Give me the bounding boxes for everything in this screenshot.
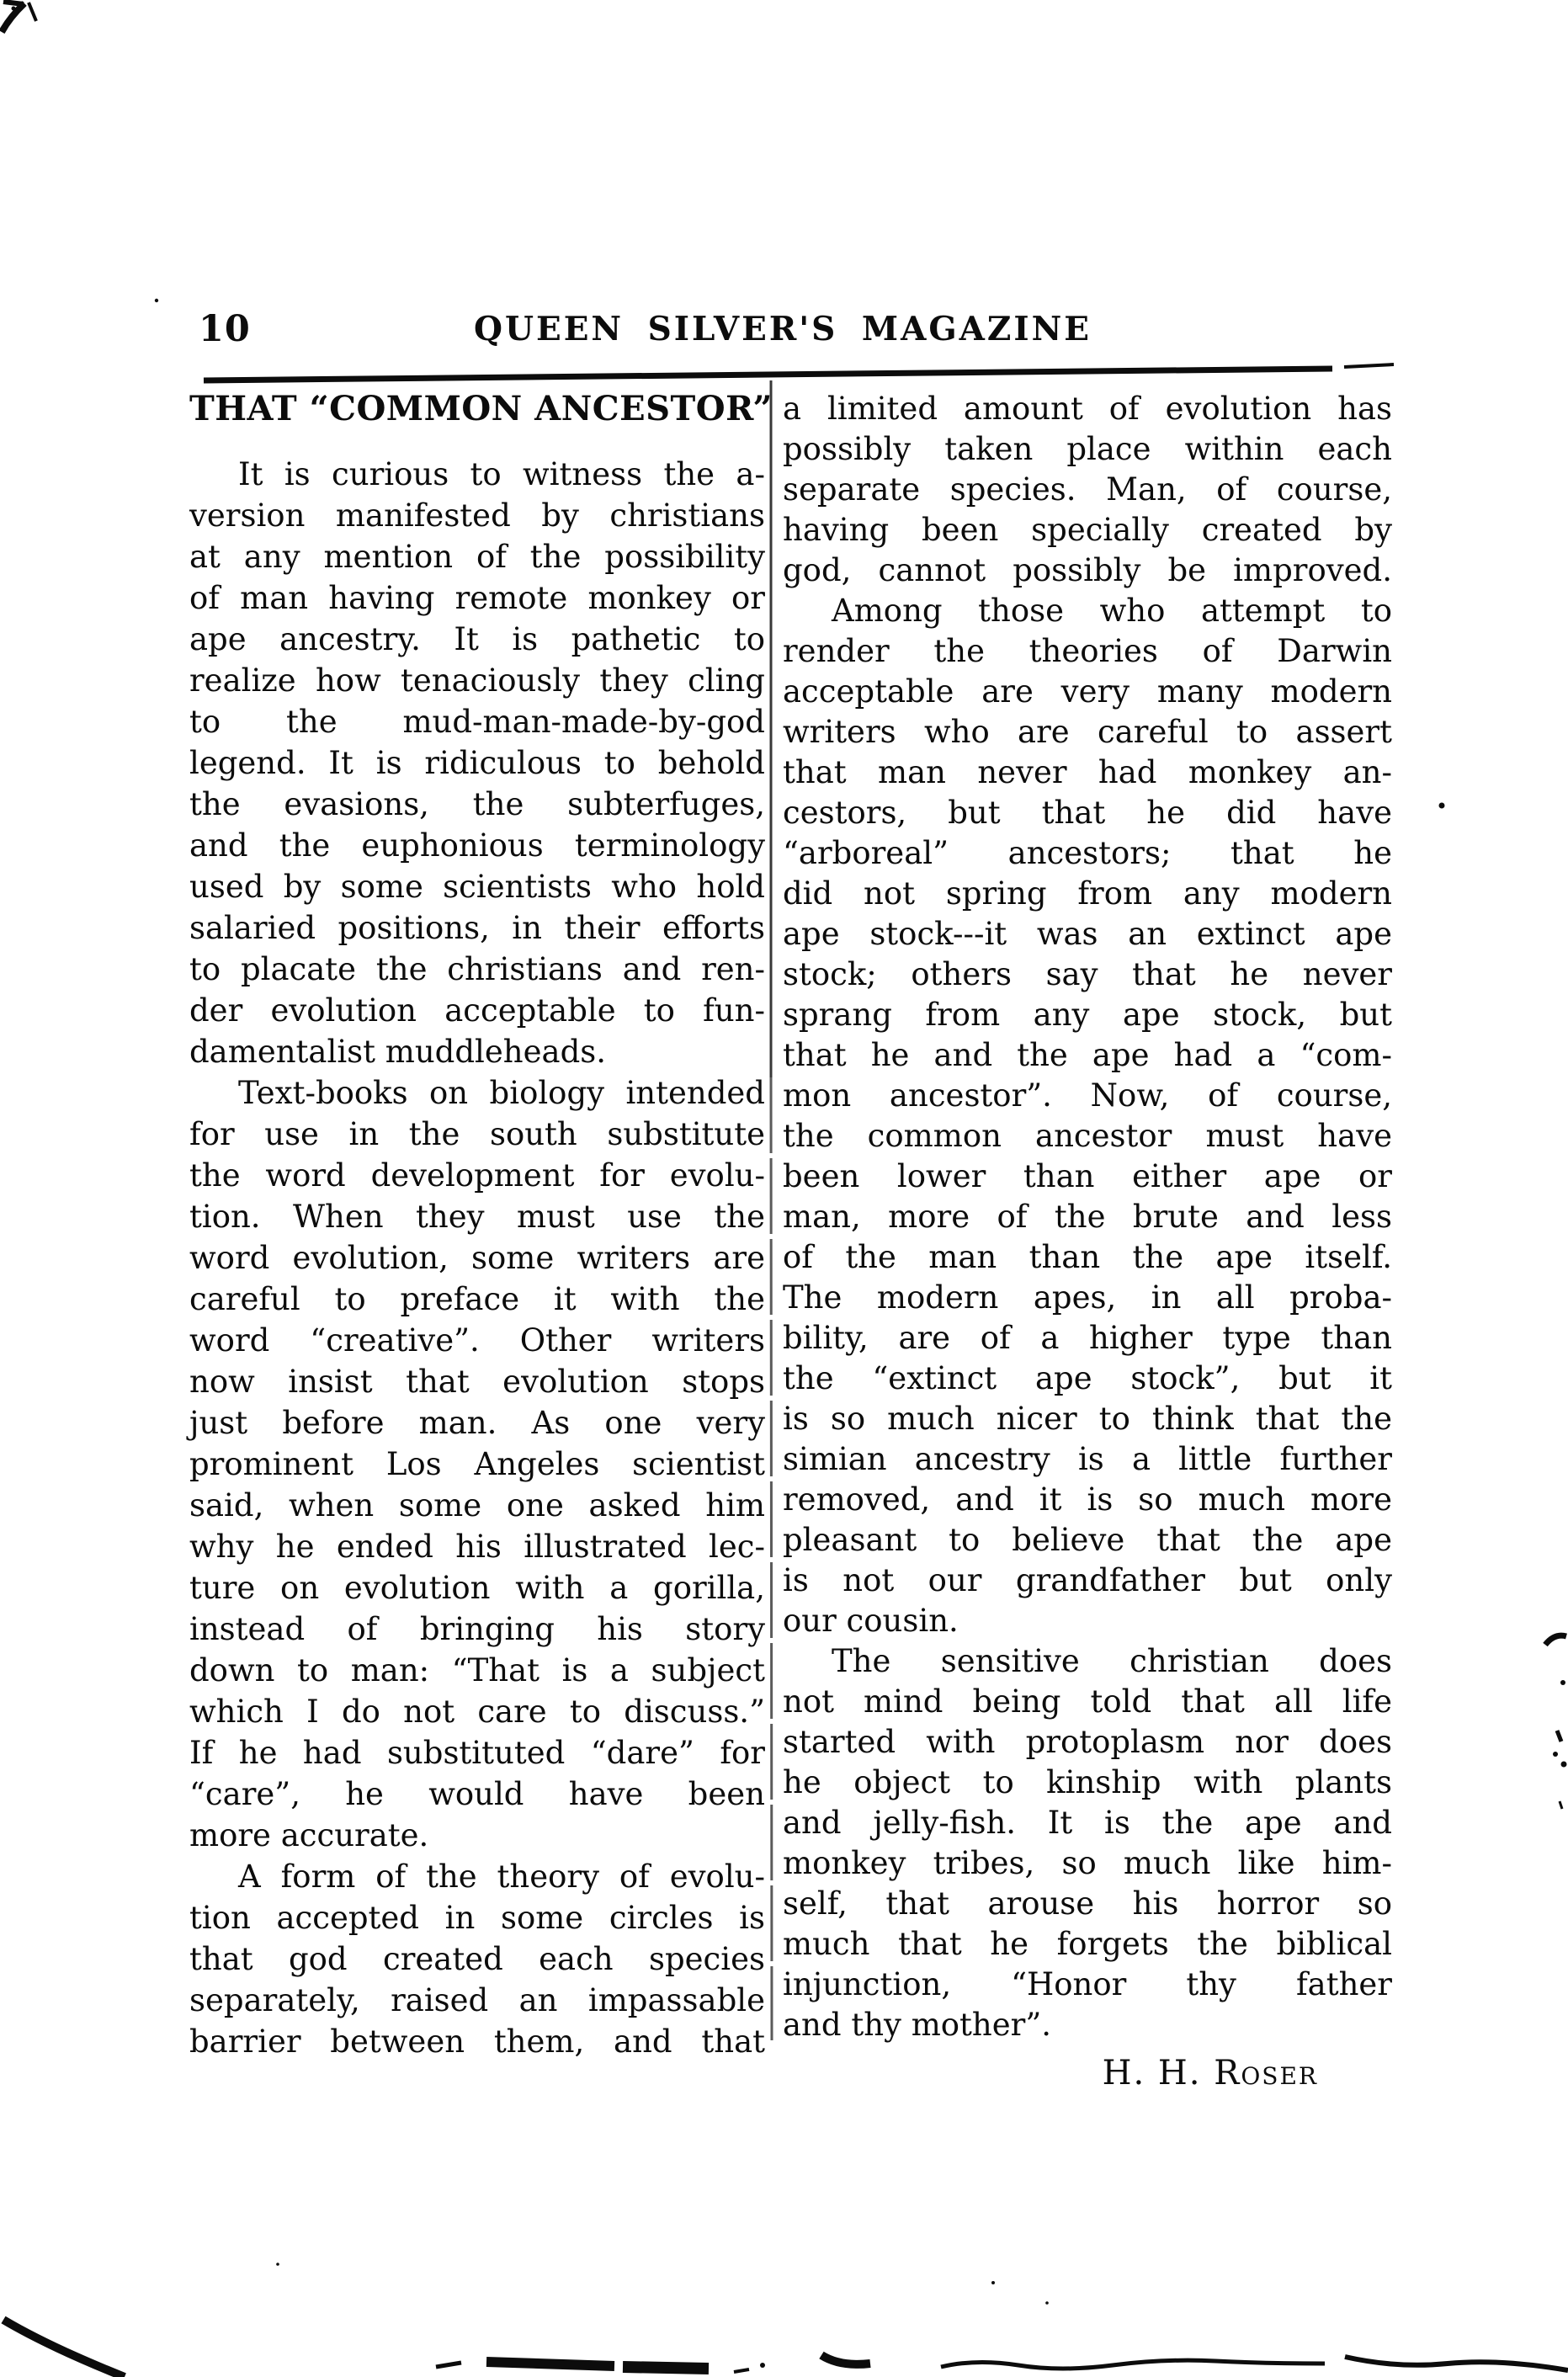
text-line: The modern apes, in all proba-	[783, 1279, 1392, 1316]
text-line: is not our grandfather but only	[783, 1562, 1392, 1598]
text-line: much that he forgets the biblical	[783, 1926, 1392, 1962]
text-line: tion accepted in some circles is	[189, 1900, 765, 1936]
text-line: he object to kinship with plants	[783, 1764, 1392, 1800]
text-line: careful to preface it with the	[189, 1281, 765, 1317]
text-line: and jelly-fish. It is the ape and	[783, 1805, 1392, 1841]
text-line: injunction, “Honor thy father	[783, 1966, 1392, 2002]
text-line: A form of the theory of evolu-	[238, 1859, 765, 1895]
text-line: stock; others say that he never	[783, 956, 1392, 992]
text-line: ape stock---it was an extinct ape	[783, 916, 1392, 952]
text-line: legend. It is ridiculous to behold	[189, 745, 765, 781]
text-line: mon ancestor”. Now, of course,	[783, 1077, 1392, 1114]
text-line: realize how tenaciously they cling	[189, 662, 765, 699]
text-line: “arboreal” ancestors; that he	[783, 835, 1392, 871]
text-line: render the theories of Darwin	[783, 633, 1392, 669]
text-line: not mind being told that all life	[783, 1683, 1392, 1720]
article-title: THAT “COMMON ANCESTOR”	[189, 389, 773, 428]
text-line: now insist that evolution stops	[189, 1364, 765, 1400]
text-line: instead of bringing his story	[189, 1611, 765, 1647]
column-divider-rule	[771, 380, 772, 2040]
text-line: used by some scientists who hold	[189, 869, 765, 905]
scanner-edge-streaks	[276, 2263, 1568, 2372]
text-line: for use in the south substitute	[189, 1116, 765, 1152]
text-line: If he had substituted “dare” for	[189, 1735, 765, 1771]
text-line: our cousin.	[783, 1603, 959, 1639]
text-line: version manifested by christians	[189, 497, 765, 534]
page-number: 10	[199, 308, 251, 350]
bottom-left-curve-mark	[3, 2320, 125, 2377]
text-line: the “extinct ape stock”, but it	[783, 1360, 1392, 1396]
text-line: sprang from any ape stock, but	[783, 997, 1392, 1033]
text-line: just before man. As one very	[189, 1405, 765, 1441]
left-column-text	[189, 454, 765, 2062]
text-line: bility, are of a higher type than	[783, 1320, 1392, 1356]
text-line: the common ancestor must have	[783, 1118, 1392, 1154]
text-line: “care”, he would have been	[189, 1776, 765, 1812]
text-line: ture on evolution with a gorilla,	[189, 1570, 765, 1606]
text-line: to the mud-man-made-by-god	[189, 704, 765, 740]
text-line: and thy mother”.	[783, 2007, 1052, 2043]
text-line: Text-books on biology intended	[238, 1075, 765, 1111]
text-line: of man having remote monkey or	[189, 580, 765, 616]
text-line: removed, and it is so much more	[783, 1481, 1392, 1518]
text-line: a limited amount of evolution has	[783, 391, 1392, 427]
text-line: prominent Los Angeles scientist	[189, 1446, 765, 1482]
text-line: word evolution, some writers are	[189, 1240, 765, 1276]
text-line: and the euphonious terminology	[189, 827, 765, 864]
text-line: that god created each species	[189, 1941, 765, 1977]
text-line: pleasant to believe that the ape	[783, 1522, 1392, 1558]
text-line: salaried positions, in their efforts	[189, 910, 765, 946]
text-line: of the man than the ape itself.	[783, 1239, 1392, 1275]
text-line: cestors, but that he did have	[783, 795, 1392, 831]
text-line: been lower than either ape or	[783, 1158, 1392, 1194]
text-line: more accurate.	[189, 1817, 429, 1853]
text-line: acceptable are very many modern	[783, 673, 1392, 710]
text-line: why he ended his illustrated lec-	[189, 1529, 765, 1565]
text-line: having been specially created by	[783, 512, 1392, 548]
text-line: possibly taken place within each	[783, 431, 1392, 467]
text-line: It is curious to witness the a-	[238, 456, 765, 492]
author-signature: H. H. Roser	[1102, 2054, 1318, 2093]
text-line: to placate the christians and ren-	[189, 951, 765, 987]
text-line: that man never had monkey an-	[783, 754, 1392, 790]
text-line: tion. When they must use the	[189, 1199, 765, 1235]
right-column-text	[783, 389, 1392, 2045]
text-line: did not spring from any modern	[783, 875, 1392, 912]
page-header	[0, 308, 1568, 367]
text-line: man, more of the brute and less	[783, 1199, 1392, 1235]
text-line: der evolution acceptable to fun-	[189, 992, 765, 1029]
text-line: self, that arouse his horror so	[783, 1885, 1392, 1922]
text-line: Among those who attempt to	[832, 593, 1392, 629]
text-line: that he and the ape had a “com-	[783, 1037, 1392, 1073]
corner-fold-mark	[2, 2, 158, 302]
text-line: is so much nicer to think that the	[783, 1401, 1392, 1437]
text-line: damentalist muddleheads.	[189, 1034, 607, 1070]
text-line: The sensitive christian does	[832, 1643, 1392, 1679]
text-line: god, cannot possibly be improved.	[783, 552, 1392, 588]
magazine-title: QUEEN SILVER'S MAGAZINE	[473, 310, 1092, 348]
text-line: word “creative”. Other writers	[189, 1322, 765, 1359]
text-line: down to man: “That is a subject	[189, 1652, 765, 1688]
text-line: ape ancestry. It is pathetic to	[189, 621, 765, 657]
text-line: the word development for evolu-	[189, 1157, 765, 1194]
text-line: separately, raised an impassable	[189, 1982, 765, 2018]
text-line: the evasions, the subterfuges,	[189, 786, 765, 822]
text-line: said, when some one asked him	[189, 1487, 765, 1524]
text-line: barrier between them, and that	[189, 2023, 765, 2060]
text-line: at any mention of the possibility	[189, 539, 765, 575]
text-line: monkey tribes, so much like him-	[783, 1845, 1392, 1881]
text-line: writers who are careful to assert	[783, 714, 1392, 750]
article-right-column	[783, 389, 1392, 2094]
text-line: started with protoplasm nor does	[783, 1724, 1392, 1760]
right-edge-ink-specks	[1439, 803, 1567, 1810]
text-line: separate species. Man, of course,	[783, 471, 1392, 508]
article-left-column	[189, 387, 773, 2062]
text-line: simian ancestry is a little further	[783, 1441, 1392, 1477]
text-line: which I do not care to discuss.”	[189, 1694, 765, 1730]
